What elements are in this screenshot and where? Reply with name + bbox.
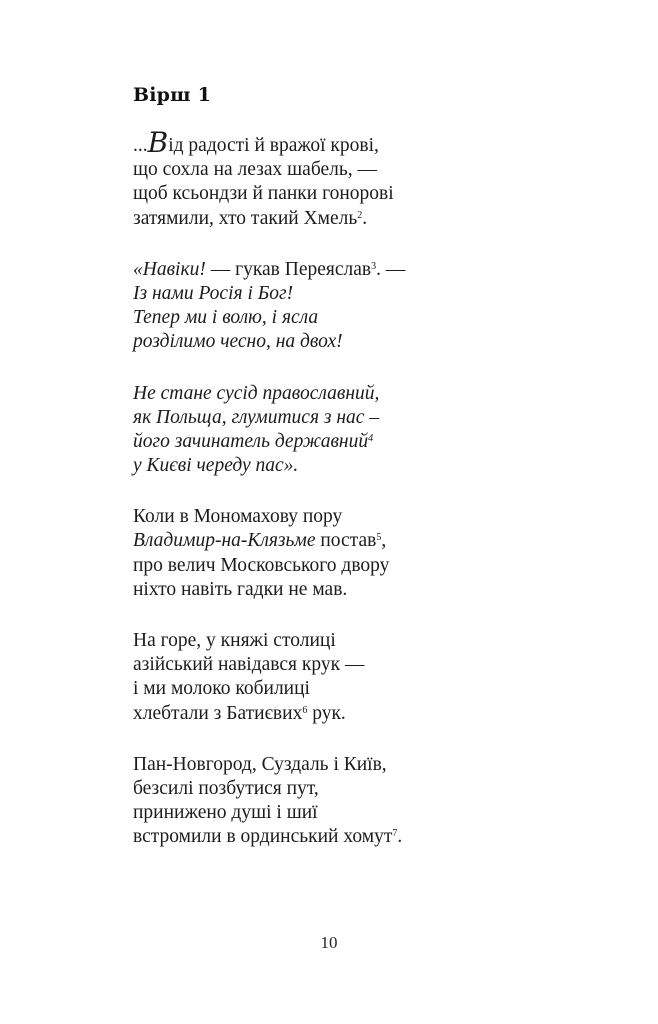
stanza xyxy=(133,505,593,602)
poem-line: щоб ксьондзи й панки гонорові xyxy=(133,183,394,205)
poem-line: що сохла на лезах шабель, — xyxy=(133,159,378,181)
poem-line: про велич Московського двору xyxy=(133,554,390,576)
poem-line xyxy=(133,207,593,231)
line-text-italic: його зачинатель державний xyxy=(133,430,369,452)
footnote-ref: 3 xyxy=(371,260,377,272)
line-text: . xyxy=(397,826,403,848)
poem-line xyxy=(133,258,593,282)
footnote-ref: 2 xyxy=(357,209,363,221)
poem-line: Не стане сусід православний, xyxy=(133,382,380,404)
poem-line xyxy=(133,825,593,849)
poem-line: Із нами Росія і Бог! xyxy=(133,282,294,304)
line-text: ід радості й вражої крові, xyxy=(168,135,379,156)
footnote-ref: 6 xyxy=(302,704,308,716)
stanza xyxy=(133,382,593,479)
poem-line: ніхто навіть гадки не мав. xyxy=(133,578,348,600)
poem-line: Тепер ми і волю, і ясла xyxy=(133,307,319,329)
stanza xyxy=(133,258,593,355)
line-text: рук. xyxy=(307,702,346,724)
footnote-ref: 7 xyxy=(392,828,398,840)
poem-line xyxy=(133,126,593,159)
line-text: . xyxy=(362,207,368,229)
poem-line: принижено душі і шиї xyxy=(133,802,318,824)
stanza xyxy=(133,753,593,850)
stanza xyxy=(133,126,593,231)
line-text: встромили в ординський хомут xyxy=(133,826,393,848)
poem-title: Вірш 1 xyxy=(133,84,212,106)
line-text: постав xyxy=(315,530,377,552)
page-number: 10 xyxy=(320,933,338,952)
line-text: , xyxy=(381,530,387,552)
poem-body xyxy=(133,126,593,877)
poem-line xyxy=(133,702,593,726)
stanza xyxy=(133,629,593,726)
poem-line: розділимо чесно, на двох! xyxy=(133,331,343,353)
poem-line: як Польща, глумитися з нас – xyxy=(133,406,380,428)
footnote-ref: 4 xyxy=(368,432,374,444)
poem-line xyxy=(133,529,593,553)
footnote-ref: 5 xyxy=(376,532,382,544)
poem-line: азійський навідався крук — xyxy=(133,654,365,676)
line-text: . — xyxy=(376,258,406,280)
line-text: хлебтали з Батиєвих xyxy=(133,702,303,724)
poem-line: безсилі позбутися пут, xyxy=(133,777,319,799)
poem-line: у Києві череду пас». xyxy=(133,455,299,477)
drop-cap: В xyxy=(147,126,169,159)
poem-line: На горе, у княжі столиці xyxy=(133,630,336,651)
line-text: — гукав Переяслав xyxy=(205,258,372,280)
poem-line: Пан-Новгород, Суздаль і Київ, xyxy=(133,753,387,775)
line-text-italic: «Навіки! xyxy=(133,258,206,280)
ellipsis: ... xyxy=(133,135,148,156)
line-text-italic: Владимир-на-Клязьме xyxy=(133,530,316,552)
poem-line: Коли в Мономахову пору xyxy=(133,506,343,528)
poem-line: і ми молоко кобилиці xyxy=(133,678,310,700)
poem-line xyxy=(133,430,593,454)
line-text: затямили, хто такий Хмель xyxy=(133,207,358,229)
